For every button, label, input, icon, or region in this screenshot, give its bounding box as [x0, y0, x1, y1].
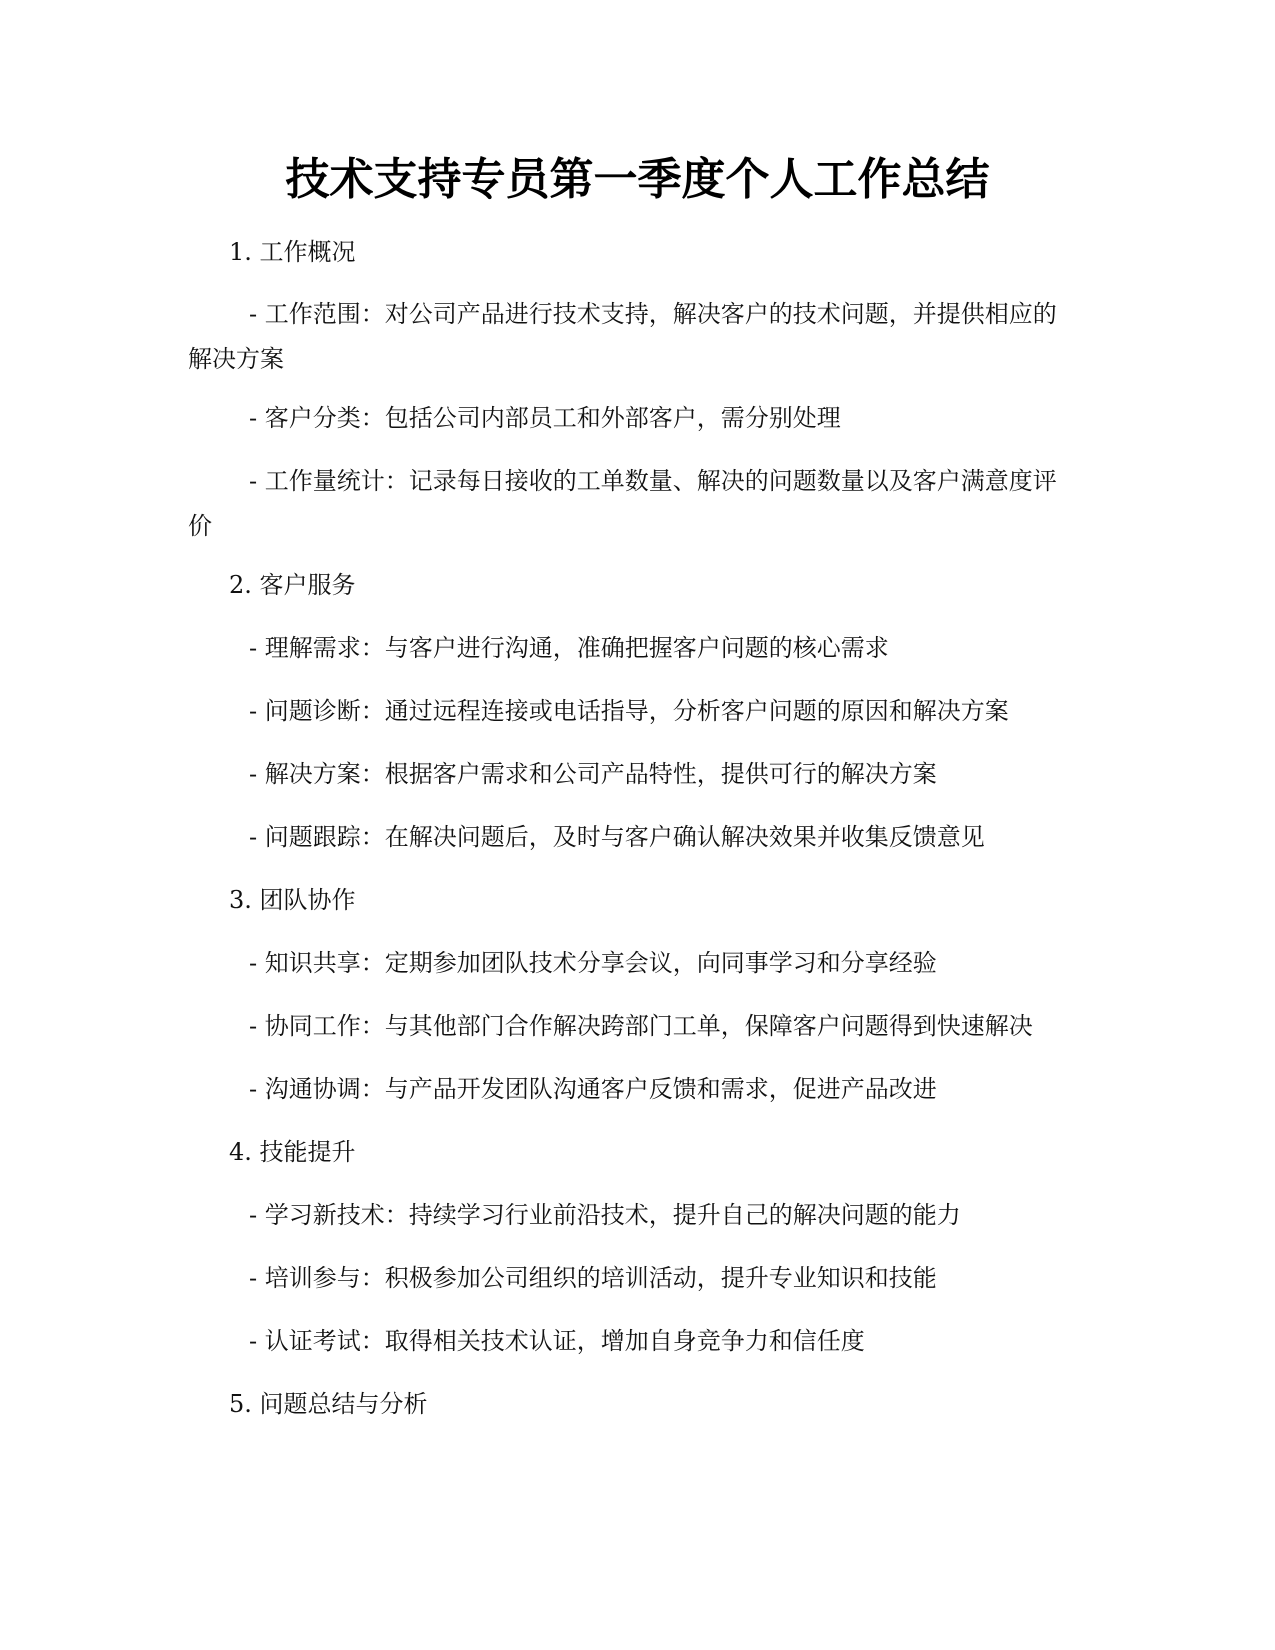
list-item: - 解决方案：根据客户需求和公司产品特性，提供可行的解决方案 [249, 760, 937, 788]
section-heading: 5. 问题总结与分析 [229, 1390, 428, 1418]
list-item: - 培训参与：积极参加公司组织的培训活动，提升专业知识和技能 [249, 1264, 937, 1292]
list-item: - 知识共享：定期参加团队技术分享会议，向同事学习和分享经验 [249, 949, 937, 977]
section-heading: 3. 团队协作 [229, 886, 356, 914]
list-item: - 客户分类：包括公司内部员工和外部客户，需分别处理 [249, 404, 841, 432]
list-item: - 工作范围：对公司产品进行技术支持，解决客户的技术问题，并提供相应的解决方案 [188, 300, 1057, 373]
list-item: - 理解需求：与客户进行沟通，准确把握客户问题的核心需求 [249, 634, 889, 662]
section-heading: 2. 客户服务 [229, 571, 356, 599]
list-item: - 问题诊断：通过远程连接或电话指导，分析客户问题的原因和解决方案 [249, 697, 1009, 725]
list-item: - 学习新技术：持续学习行业前沿技术，提升自己的解决问题的能力 [249, 1201, 961, 1229]
list-item: - 协同工作：与其他部门合作解决跨部门工单，保障客户问题得到快速解决 [249, 1012, 1033, 1040]
list-item: - 问题跟踪：在解决问题后，及时与客户确认解决效果并收集反馈意见 [249, 823, 985, 851]
list-item: - 工作量统计：记录每日接收的工单数量、解决的问题数量以及客户满意度评价 [188, 467, 1057, 540]
document-title: 技术支持专员第一季度个人工作总结 [285, 154, 990, 205]
list-item: - 认证考试：取得相关技术认证，增加自身竞争力和信任度 [249, 1327, 865, 1355]
section-heading: 1. 工作概况 [229, 238, 356, 266]
list-item: - 沟通协调：与产品开发团队沟通客户反馈和需求，促进产品改进 [249, 1075, 937, 1103]
section-heading: 4. 技能提升 [229, 1138, 356, 1166]
